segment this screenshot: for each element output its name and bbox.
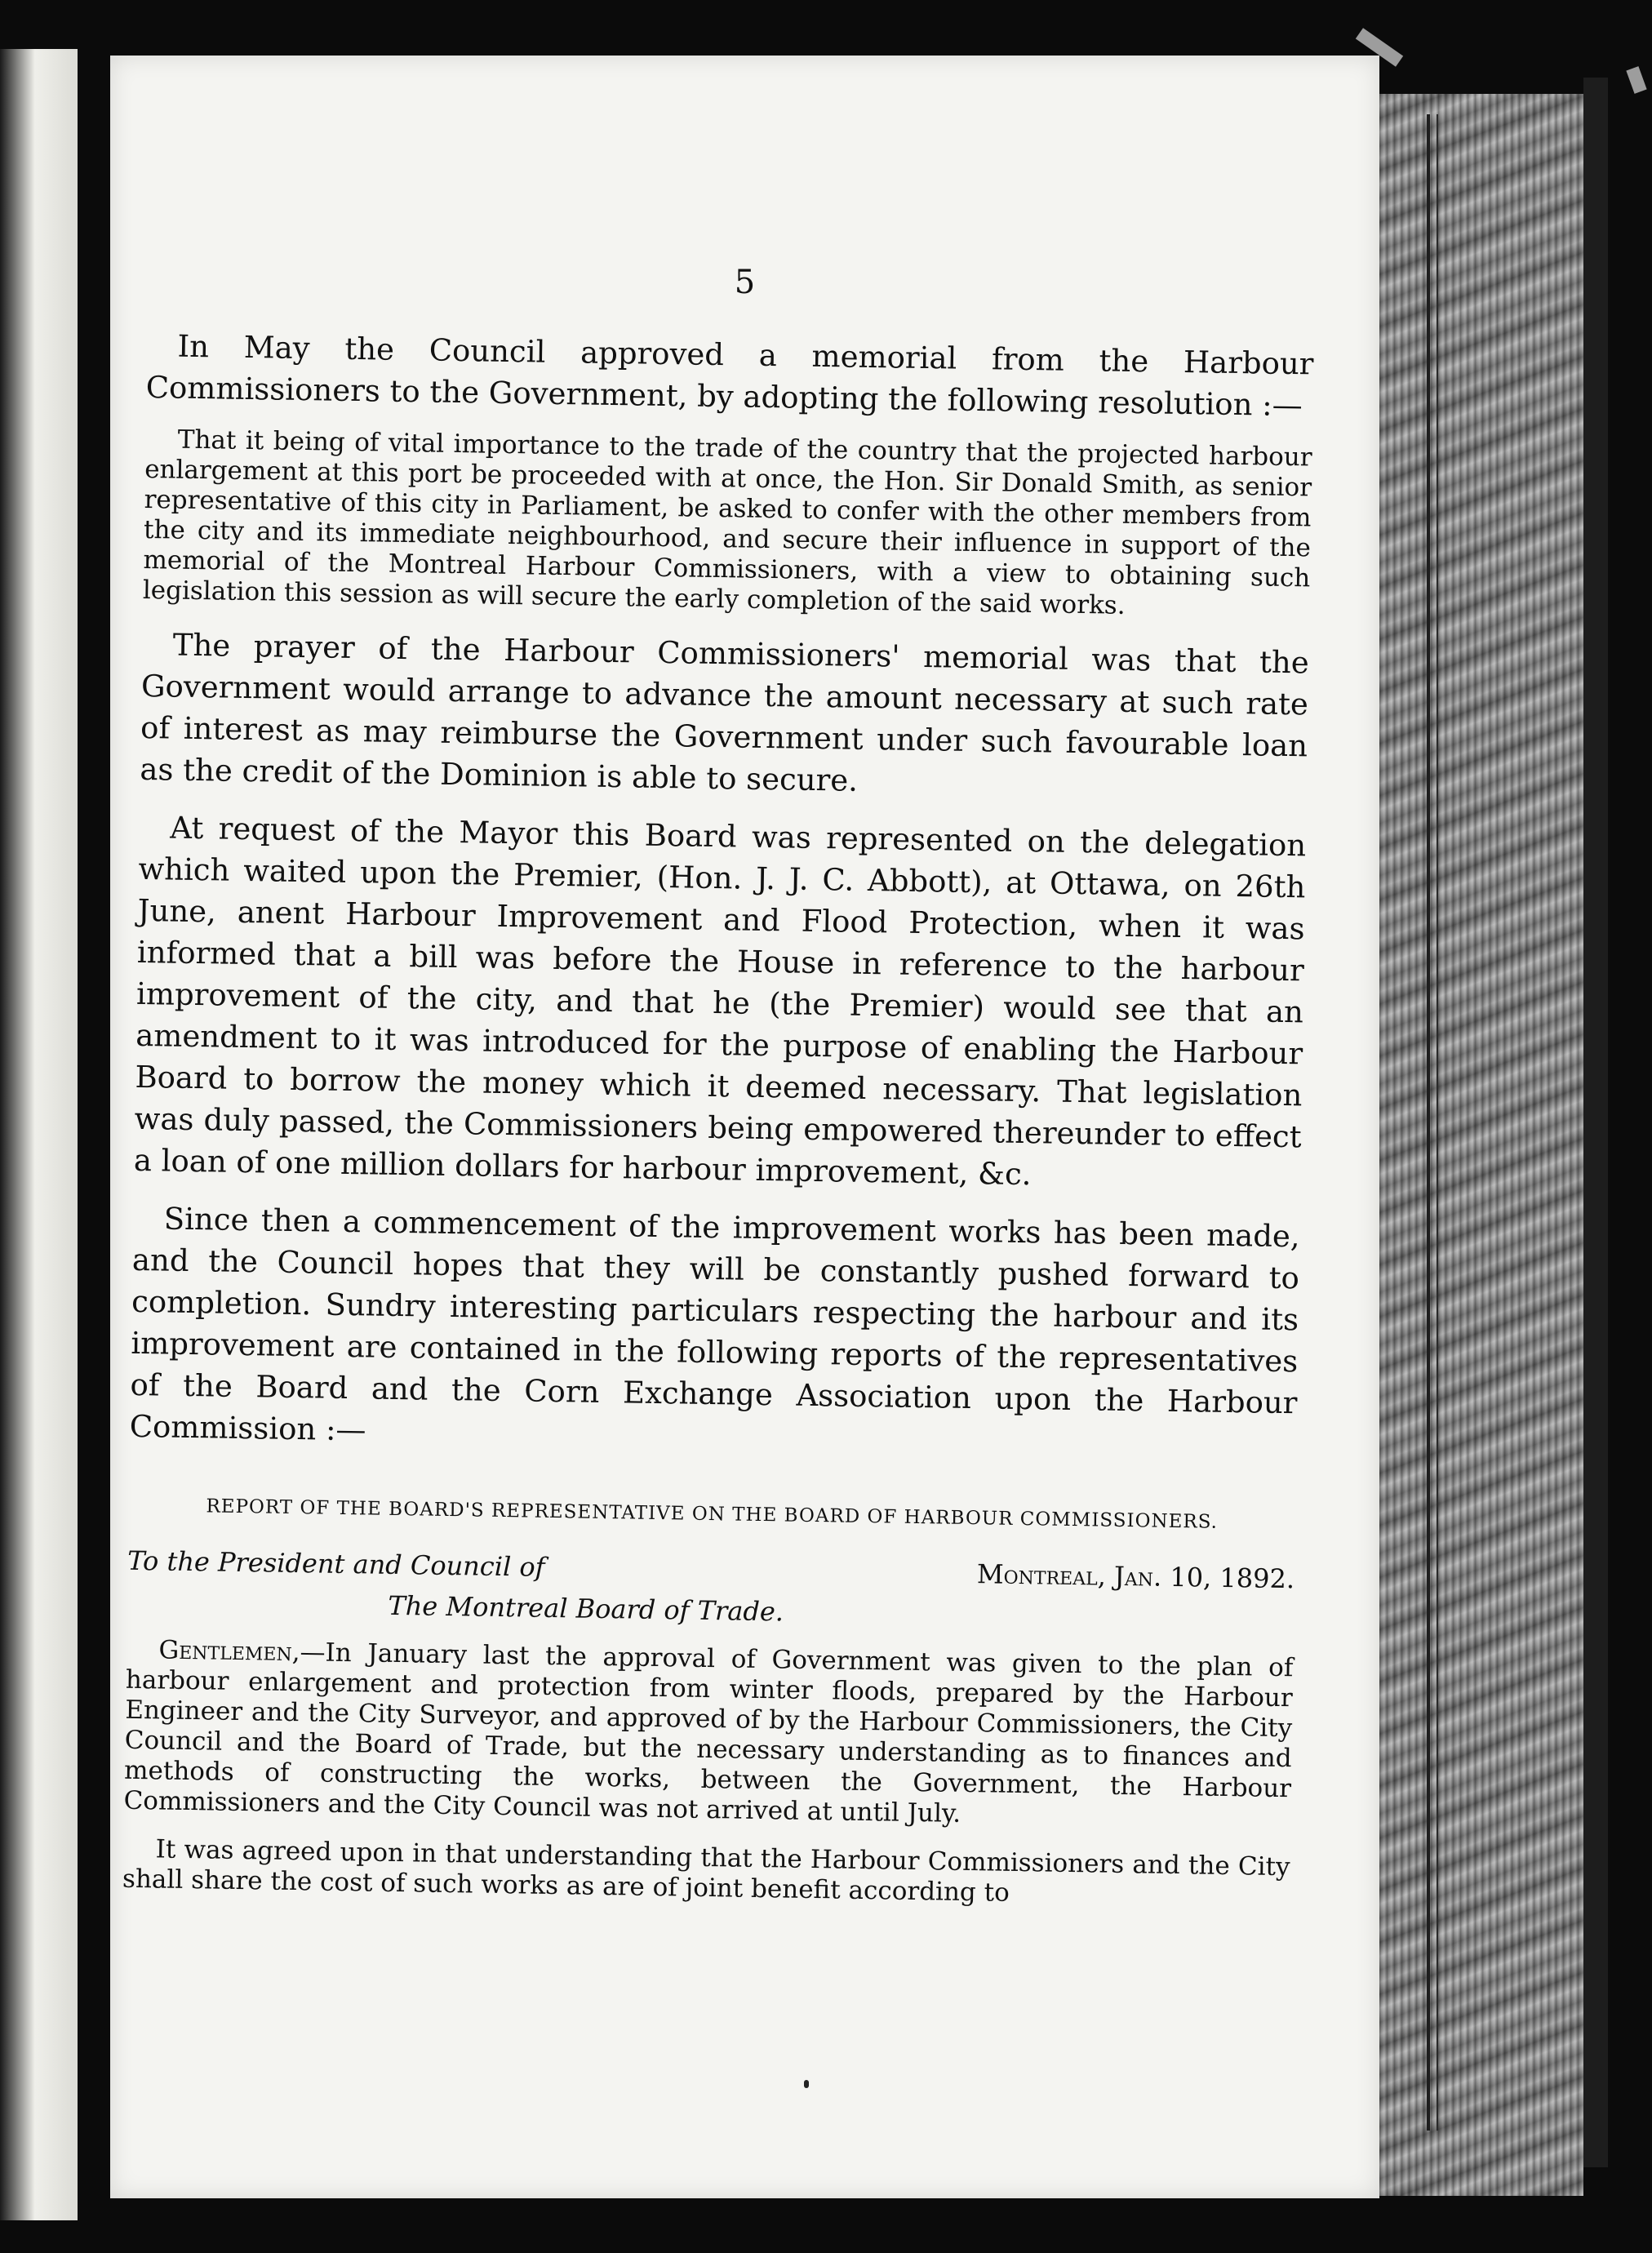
paragraph-delegation: At request of the Mayor this Board was represented on the delegation which waited upon the Premier, (Hon. J. J. C. Abbott), at Ottawa, on 26th June, anent Harbour Improvement and Flood Protection, when it was informed that a bill was before the House in reference to the harbour improvement of the city, and that he (the Premier) would see that an amendment to it was introduced for the purpose of enabling the Harbour Board to borrow the money which it deemed necessary. That legislation was duly passed, the Commissioners being empowered thereunder to effect a loan of one million dollars for harbour improvement, &c. bbox=[133, 810, 1307, 1193]
report-address-line2: The Montreal Board of Trade. bbox=[388, 1589, 784, 1628]
report-date: Montreal, Jan. 10, 1892. bbox=[976, 1558, 1295, 1595]
report-address-to: To the President and Council of bbox=[127, 1544, 545, 1583]
page-body bbox=[122, 325, 1313, 1931]
facing-page-edge bbox=[0, 49, 78, 2220]
page-number: 5 bbox=[734, 264, 756, 301]
paragraph-council-memorial: In May the Council approved a memorial from the Harbour Commissioners to the Government, by adopting the following resolution :— bbox=[145, 328, 1314, 424]
report-paragraph-approval bbox=[123, 1635, 1293, 1834]
page-edge-line-secondary bbox=[1437, 114, 1438, 2131]
report-paragraph-agreement: It was agreed upon in that understanding that the Harbour Commissioners and the City shall share the cost of such works as are of joint benefit according to bbox=[122, 1834, 1290, 1908]
paragraph-resolution: That it being of vital importance to the trade of the country that the projected harbour enlargement at this port be proceeded with at once, the Hon. Sir Donald Smith, as senior representative of this city in Parliament, be asked to confer with the other members from the city and its immediate neighbourhood, and secure their influence in support of the memorial of the Montreal Harbour Commissioners, with a view to obtaining such legislation this session as will secure the early completion of the said works. bbox=[142, 424, 1312, 620]
book-page bbox=[110, 56, 1379, 2198]
page-block-edges bbox=[1379, 94, 1583, 2196]
scan-artifact bbox=[1626, 66, 1646, 94]
ink-speck bbox=[804, 2080, 809, 2088]
report-salutation: Gentlemen, bbox=[158, 1635, 300, 1668]
report-heading: REPORT OF THE BOARD'S REPRESENTATIVE ON THE BOARD OF HARBOUR COMMISSIONERS. bbox=[206, 1495, 1219, 1533]
book-cover-edge bbox=[1583, 78, 1608, 2167]
paragraph-prayer: The prayer of the Harbour Commissioners' memorial was that the Government would arrange to advance the amount necessary at such rate of interest as may reimburse the Government under such favourable loan as the credit of the Dominion is able to secure. bbox=[140, 627, 1310, 798]
page-edge-line bbox=[1427, 114, 1430, 2131]
report-paragraph-approval-text: —In January last the approval of Government was given to the plan of harbour enlargement and protection from winter floods, prepared by the Harbour Engineer and the City Surveyor, and approved of by the Harbour Commissioners, the City Council and the Board of Trade, but the necessary understanding as to finances and methods of constructing the works, between the Government, the Harbour Commissioners and the City Council was not arrived at until July. bbox=[123, 1638, 1294, 1829]
paragraph-commencement: Since then a commencement of the improvement works has been made, and the Council hopes that they will be constantly pushed forward to completion. Sundry interesting particulars respecting the harbour and its improvement are contained in the following reports of the representatives of the Board and the Corn Exchange Association upon the Harbour Commission :— bbox=[129, 1201, 1300, 1448]
